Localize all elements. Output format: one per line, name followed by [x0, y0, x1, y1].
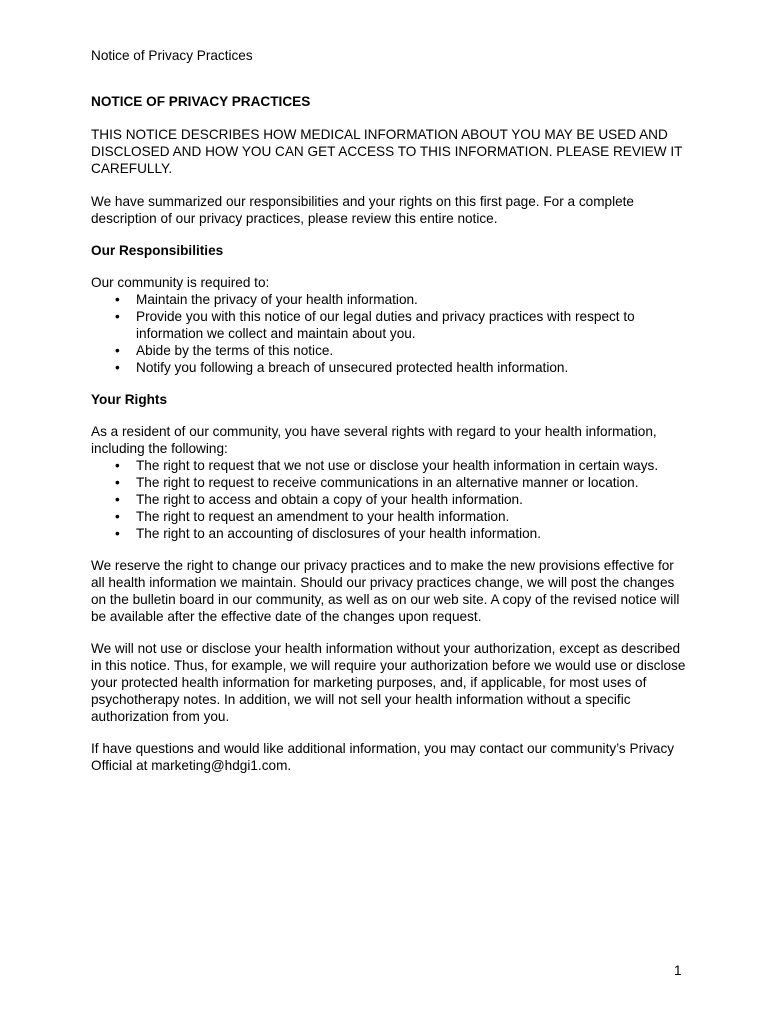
authorization-paragraph: We will not use or disclose your health information without your authorization, except as described in this notice. Thus, for example, we will require your authorization before we would use or disclose your protected health information for marketing purposes, and, if applicable, for most uses of psychotherapy notes. In addition, we will not sell your health information without a specific authorization from you.	[91, 641, 686, 724]
list-item	[91, 342, 691, 359]
bullet-icon: •	[115, 526, 120, 541]
reserve-paragraph: We reserve the right to change our privacy practices and to make the new provisions effective for all health information we maintain. Should our privacy practices change, we will post the changes on the bulletin board in our community, as well as on our web site. A copy of the revised notice will be available after the effective date of the changes upon request.	[91, 558, 680, 624]
intro-paragraph: We have summarized our responsibilities and your rights on this first page. For a complete description of our privacy practices, please review this entire notice.	[91, 194, 634, 226]
list-item-text: Provide you with this notice of our legal duties and privacy practices with respect to information we collect and maintain about you.	[136, 309, 635, 341]
list-item-text: Abide by the terms of this notice.	[136, 343, 334, 358]
list-item	[91, 359, 691, 376]
document-body	[91, 93, 691, 789]
list-item-text: The right to request an amendment to your health information.	[136, 509, 510, 524]
rights-lead: As a resident of our community, you have several rights with regard to your health information, including the following:	[91, 424, 657, 456]
responsibilities-lead: Our community is required to:	[91, 275, 270, 290]
rights-heading: Your Rights	[91, 392, 168, 407]
list-item	[91, 474, 691, 491]
list-item	[91, 491, 691, 508]
list-item	[91, 291, 691, 308]
rights-list	[91, 457, 691, 542]
list-item-text: The right to an accounting of disclosures of your health information.	[136, 526, 542, 541]
bullet-icon: •	[115, 360, 120, 375]
running-header: Notice of Privacy Practices	[91, 48, 253, 63]
list-item	[91, 457, 691, 474]
document-title: NOTICE OF PRIVACY PRACTICES	[91, 94, 311, 109]
list-item-text: The right to request that we not use or disclose your health information in certain ways.	[136, 458, 659, 473]
bullet-icon: •	[115, 458, 120, 473]
list-item	[91, 508, 691, 525]
contact-paragraph: If have questions and would like additional information, you may contact our community’s Privacy Official at marketing@hdgi1.com.	[91, 741, 675, 773]
list-item	[91, 308, 691, 342]
bullet-icon: •	[115, 292, 120, 307]
bullet-icon: •	[115, 309, 120, 324]
list-item	[91, 525, 691, 542]
bullet-icon: •	[115, 492, 120, 507]
list-item-text: Notify you following a breach of unsecured protected health information.	[136, 360, 569, 375]
responsibilities-list	[91, 291, 691, 376]
notice-statement: THIS NOTICE DESCRIBES HOW MEDICAL INFORMATION ABOUT YOU MAY BE USED AND DISCLOSED AND HOW YOU CAN GET ACCESS TO THIS INFORMATION. PLEASE REVIEW IT CAREFULLY.	[91, 127, 683, 176]
page-number: 1	[674, 963, 682, 978]
list-item-text: The right to access and obtain a copy of your health information.	[136, 492, 523, 507]
list-item-text: Maintain the privacy of your health information.	[136, 292, 418, 307]
bullet-icon: •	[115, 509, 120, 524]
bullet-icon: •	[115, 343, 120, 358]
bullet-icon: •	[115, 475, 120, 490]
list-item-text: The right to request to receive communications in an alternative manner or location.	[136, 475, 639, 490]
responsibilities-heading: Our Responsibilities	[91, 243, 224, 258]
